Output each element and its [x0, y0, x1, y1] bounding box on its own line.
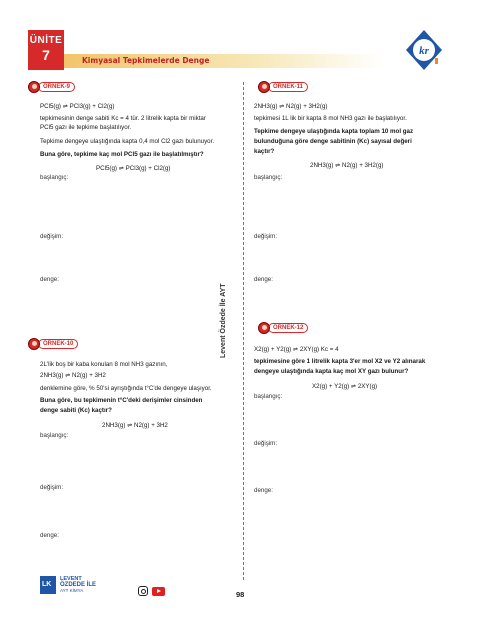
example-11-question3: kaçtır?	[254, 148, 275, 155]
example-9-change-label: değişim:	[40, 233, 64, 240]
example-10-table-equation: 2NH3(g) ⇌ N2(g) + 3H2	[102, 422, 168, 429]
example-12-change-label: değişim:	[254, 440, 278, 447]
example-12-badge: ÖRNEK-12	[258, 322, 308, 334]
example-11-reaction: 2NH3(g) ⇌ N2(g) + 3H2(g)	[254, 103, 328, 110]
unit-label: ÜNİTE	[29, 35, 63, 46]
example-9-equilibrium-label: denge:	[40, 276, 59, 283]
example-9-table-equation: PCl5(g) ⇌ PCl3(g) + Cl2(g)	[96, 165, 171, 172]
example-11-start-label: başlangıç:	[254, 174, 283, 181]
footer-brand: LEVENT ÖZDEDE İLE AYT KİMYA	[60, 576, 97, 593]
example-9-badge: ÖRNEK-9	[28, 81, 75, 93]
publisher-logo-icon	[402, 28, 446, 72]
example-10-line1: 2L'lik boş bir kaba konulan 8 mol NH3 gazının,	[40, 361, 168, 368]
teacher-avatar-icon	[28, 338, 40, 350]
example-12-question1: tepkimesine göre 1 litrelik kapta 3'er mol X2 ve Y2 alınarak	[254, 358, 426, 365]
example-10-start-label: başlangıç:	[40, 432, 69, 439]
example-11-table-equation: 2NH3(g) ⇌ N2(g) + 3H2(g)	[310, 162, 384, 169]
example-11-badge: ÖRNEK-11	[258, 81, 308, 93]
svg-text:kr: kr	[419, 45, 429, 57]
example-9-start-label: başlangıç:	[40, 174, 69, 181]
example-10-change-label: değişim:	[40, 484, 64, 491]
example-12-equilibrium-label: denge:	[254, 487, 273, 494]
example-10-question2: denge sabiti (Kc) kaçtır?	[40, 407, 112, 414]
page-number: 98	[236, 590, 245, 599]
example-12-start-label: başlangıç:	[254, 393, 283, 400]
example-11-question1: Tepkime dengeye ulaştığında kapta toplam 10 mol gaz	[254, 128, 414, 135]
example-9-line3: Tepkime dengeye ulaştığında kapta 0,4 mol Cl2 gazı bulunuyor.	[40, 138, 215, 145]
example-10-badge: ÖRNEK-10	[28, 338, 78, 350]
brand-logo-icon	[40, 576, 56, 594]
instagram-icon[interactable]	[138, 586, 148, 596]
youtube-icon[interactable]	[152, 587, 165, 596]
example-9-line1: tepkimesinin denge sabiti Kc = 4 tür. 2 litrelik kapta bir miktar	[40, 115, 206, 122]
example-9-line2: PCl5 gazı ile tepkime başlatılıyor.	[40, 124, 132, 131]
unit-number: 7	[42, 46, 50, 63]
example-11-question2: bulunduğuna göre denge sabitinin (Kc) sayısal değeri	[254, 138, 412, 145]
column-divider	[243, 82, 244, 580]
example-12-reaction: X2(g) + Y2(g) ⇌ 2XY(g) Kc = 4	[254, 346, 339, 353]
example-10-question1: Buna göre, bu tepkimenin t°C'deki derişimler cinsinden	[40, 397, 203, 404]
teacher-avatar-icon	[258, 322, 270, 334]
teacher-avatar-icon	[28, 81, 40, 93]
teacher-avatar-icon	[258, 81, 270, 93]
example-10-equilibrium-label: denge:	[40, 532, 59, 539]
example-11-line1: tepkimesi 1L lik bir kapta 8 mol NH3 gazı ile başlatılıyor.	[254, 115, 407, 122]
side-brand-text: Levent Özdede İle AYT	[220, 283, 227, 358]
example-11-change-label: değişim:	[254, 233, 278, 240]
example-11-equilibrium-label: denge:	[254, 276, 273, 283]
example-9-question: Buna göre, tepkime kaç mol PCl5 gazı ile başlatılmıştır?	[40, 151, 204, 158]
unit-tab	[28, 30, 64, 70]
example-12-question2: dengeye ulaştığında kapta kaç mol XY gazı bulunur?	[254, 368, 409, 375]
example-10-line2: denklemine göre, % 50'si ayrıştığında t°C'de dengeye ulaşıyor.	[40, 385, 212, 392]
example-9-reaction: PCl5(g) ⇌ PCl3(g) + Cl2(g)	[40, 103, 115, 110]
chapter-title: Kimyasal Tepkimelerde Denge	[82, 56, 210, 65]
example-10-reaction: 2NH3(g) ⇌ N2(g) + 3H2	[40, 372, 106, 379]
example-12-table-equation: X2(g) + Y2(g) ⇌ 2XY(g)	[312, 383, 378, 390]
